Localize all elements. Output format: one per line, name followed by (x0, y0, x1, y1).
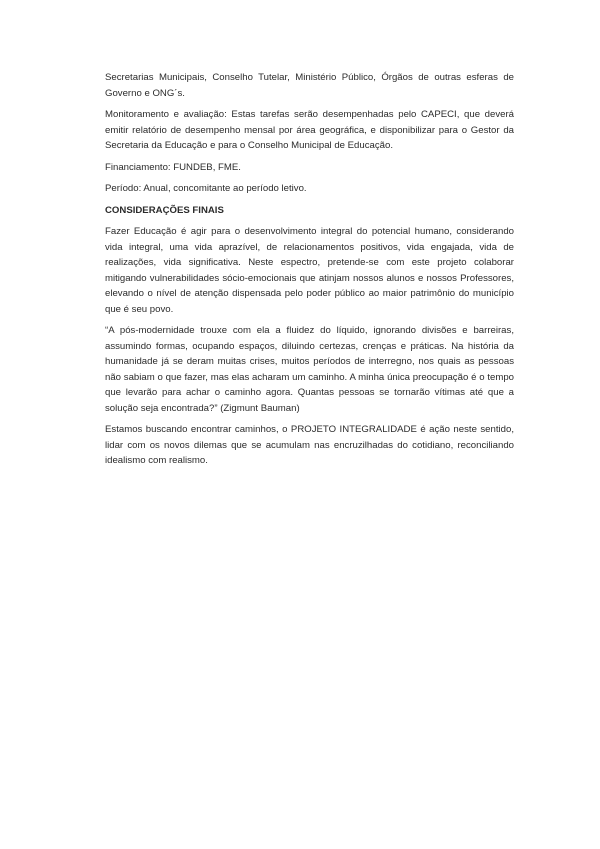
section-heading: CONSIDERAÇÕES FINAIS (105, 204, 224, 216)
paragraph-closing: Estamos buscando encontrar caminhos, o PROJETO INTEGRALIDADE é ação neste sentido, lidar com os novos dilemas que se acumulam nas encruzilhadas do cotidiano, reconciliando idealismo com realismo. (105, 424, 514, 466)
paragraph-period: Período: Anual, concomitante ao período letivo. (105, 183, 307, 194)
paragraph-partners: Secretarias Municipais, Conselho Tutelar, Ministério Público, Órgãos de outras esferas de Governo e ONG´s. (105, 72, 514, 99)
document-page (105, 70, 514, 475)
paragraph-education: Fazer Educação é agir para o desenvolvimento integral do potencial humano, considerando vida integral, uma vida aprazível, de relacionamentos positivos, vida engajada, vida de realizações, vida significativa. Neste espectro, pretende-se com este projeto colaborar mitigando vulnerabilidades sócio-emocionais que atinjam nossos alunos e nossos Professores, elevando o nível de atenção dispensada pelo poder público ao maior patrimônio do município que é seu povo. (105, 226, 514, 315)
paragraph-funding: Financiamento: FUNDEB, FME. (105, 161, 241, 173)
paragraph-monitoring: Monitoramento e avaliação: Estas tarefas serão desempenhadas pelo CAPECI, que deverá emitir relatório de desempenho mensal por área geográfica, e disponibilizar para o Gestor da Secretaria da Educação e para o Conselho Municipal de Educação. (105, 109, 514, 151)
paragraph-quote: “A pós-modernidade trouxe com ela a fluidez do líquido, ignorando divisões e barreiras, assumindo formas, ocupando espaços, diluindo certezas, crenças e práticas. Na história da humanidade já se deram muitas crises, muitos períodos de interregno, nos quais as pessoas não sabiam o que fazer, mas elas acharam um caminho. A minha única preocupação é o tempo que levarão para achar o caminho agora. Quantas pessoas se tornarão vítimas até que a solução seja encontrada?” (Zigmunt Bauman) (105, 325, 514, 414)
